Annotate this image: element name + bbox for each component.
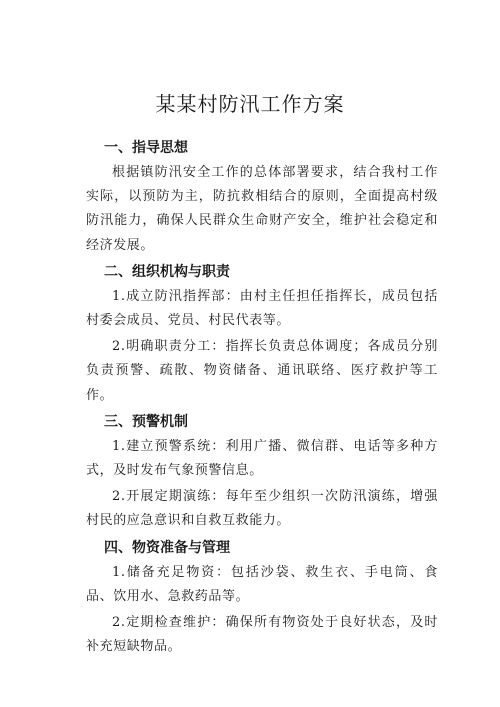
section-heading-supplies: 四、物资准备与管理 (104, 539, 230, 556)
section-heading-guiding-ideology: 一、指导思想 (104, 140, 188, 156)
section-paragraph: 1.成立防汛指挥部：由村主任担任指挥长，成员包括村委会成员、党员、村民代表等。 (86, 288, 438, 329)
section-paragraph: 根据镇防汛安全工作的总体部署要求，结合我村工作实际，以预防为主，防抗救相结合的原则，全面提高村级防汛能力，确保人民群众生命财产安全，维护社会稳定和经济发展。 (86, 165, 438, 253)
document-title: 某某村防汛工作方案 (155, 92, 345, 116)
section-paragraph: 1.储备充足物资：包括沙袋、救生衣、手电筒、食品、饮用水、急救药品等。 (86, 564, 438, 604)
section-paragraph: 2.开展定期演练：每年至少组织一次防汛演练，增强村民的应急意识和自救互救能力。 (86, 489, 438, 529)
document-body (86, 136, 438, 661)
section-paragraph: 1.建立预警系统：利用广播、微信群、电话等多种方式，及时发布气象预警信息。 (86, 438, 438, 479)
section-heading-warning-mechanism: 三、预警机制 (104, 413, 188, 430)
section-paragraph: 2.定期检查维护：确保所有物资处于良好状态，及时补充短缺物品。 (86, 615, 438, 655)
section-paragraph: 2.明确职责分工：指挥长负责总体调度；各成员分别负责预警、疏散、物资储备、通讯联络、医疗救护等工作。 (86, 339, 438, 403)
section-heading-organization: 二、组织机构与职责 (104, 263, 230, 280)
